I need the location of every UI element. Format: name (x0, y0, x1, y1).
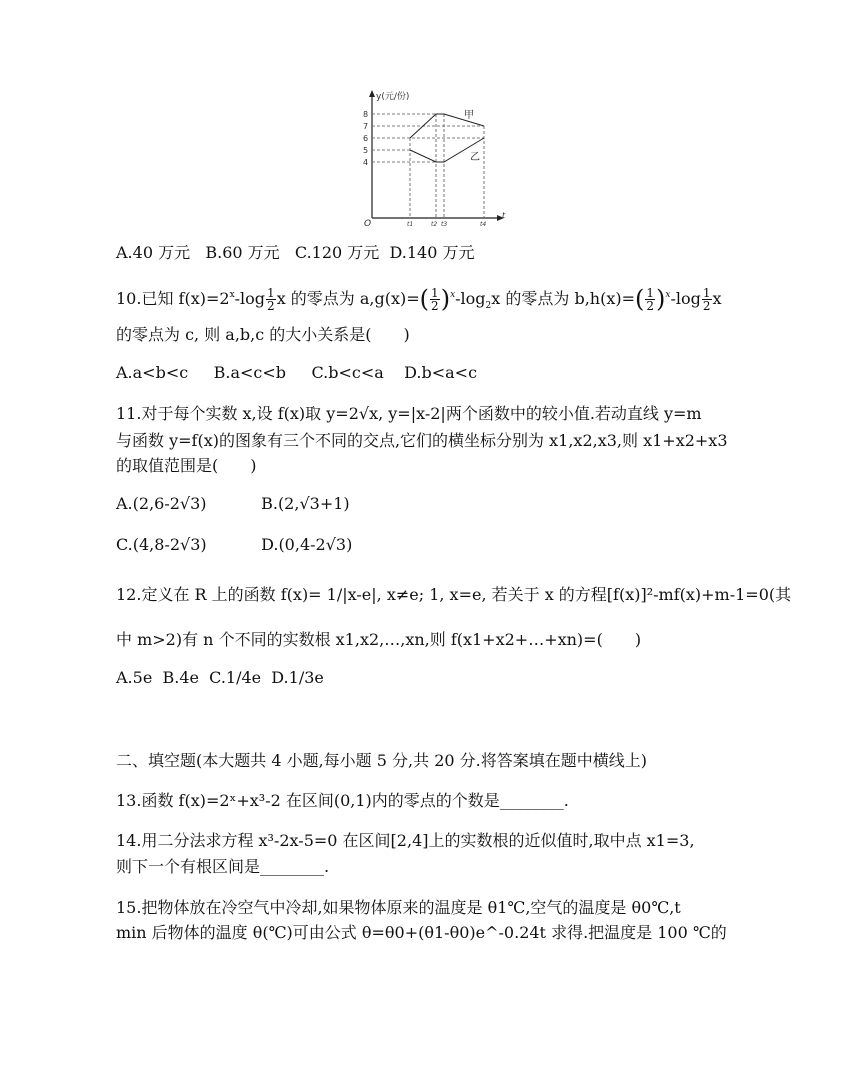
q12-option-d: D.1/3e (271, 668, 324, 687)
q15-stem-line1: 15.把物体放在冷空气中冷却,如果物体原来的温度是 θ1℃,空气的温度是 θ0℃,t (116, 898, 681, 917)
q11-option-a: A.(2,6-2√3) (116, 494, 207, 513)
q10-stem-line1: 10.已知 $f(x)=2^x-\log$ $\frac{1}{2}$ x 的零点为 a,g(x)=( $\frac{1}{2}$ )$^x-\log_2x$ 的零点为 b,h(x)=( $\frac{1}{2}$ )$^x$-log $\frac{1}{2}$ x (116, 285, 722, 313)
q11-stem-line1: 11.对于每个实数 x,设 f(x)取 y=2√x, y=|x-2|两个函数中的较小值.若动直线 y=m (116, 404, 702, 423)
x-tick-t2: t2 (431, 221, 438, 228)
x-tick-t4: t4 (480, 221, 487, 228)
series-yi-label: 乙 (470, 152, 480, 163)
q10-option-c: C.b<c<a (311, 363, 384, 382)
q11-option-d: D.(0,4-2√3) (261, 535, 353, 554)
q11-stem-line2: 与函数 y=f(x)的图象有三个不同的交点,它们的横坐标分别为 x1,x2,x3,则 x1+x2+x3 (116, 431, 728, 450)
x-end-label: t (502, 211, 506, 220)
q9-option-b: B.60 万元 (205, 243, 280, 262)
q10-option-d: D.b<a<c (404, 363, 478, 382)
q12-option-a: A.5e (116, 668, 153, 687)
price-graph-figure (352, 88, 522, 228)
q15-stem-line2: min 后物体的温度 θ(℃)可由公式 θ=θ0+(θ1-θ0)e^-0.24t 求得.把温度是 100 ℃的 (116, 923, 727, 942)
q12-options (116, 667, 324, 689)
q10-options (116, 362, 477, 384)
q10-prefix: 10.已知 f(x)=2 (116, 289, 230, 308)
q14-stem-line2: 则下一个有根区间是________. (116, 857, 330, 876)
q11-option-b: B.(2,√3+1) (261, 494, 350, 513)
q12-stem-line2: 中 m>2)有 n 个不同的实数根 x1,x2,…,xn,则 f(x1+x2+…+xn)=( ) (116, 630, 642, 649)
q14-stem-line1: 14.用二分法求方程 x³-2x-5=0 在区间[2,4]上的实数根的近似值时,取中点 x1=3, (116, 831, 695, 850)
q12-stem-line1: 12.定义在 R 上的函数 f(x)= 1/|x-e|, x≠e; 1, x=e, 若关于 x 的方程[f(x)]²-mf(x)+m-1=0(其 (116, 585, 792, 604)
q12-option-b: B.4e (162, 668, 199, 687)
q9-option-d: D.140 万元 (389, 243, 475, 262)
origin-label: O (364, 219, 372, 228)
y-tick-8: 8 (363, 110, 369, 119)
q12-option-c: C.1/4e (209, 668, 262, 687)
y-tick-7: 7 (363, 122, 369, 131)
q11-option-c: C.(4,8-2√3) (116, 535, 207, 554)
q10-option-b: B.a<c<b (213, 363, 287, 382)
y-tick-4: 4 (363, 158, 369, 167)
x-tick-t3: t3 (441, 221, 448, 228)
q9-option-a: A.40 万元 (116, 243, 191, 262)
q10-stem-line2: 的零点为 c, 则 a,b,c 的大小关系是( ) (116, 325, 410, 344)
x-tick-t1: t1 (407, 221, 414, 228)
q11-options-row2 (116, 534, 352, 556)
q11-options-row1 (116, 493, 350, 515)
section-heading: 二、填空题(本大题共 4 小题,每小题 5 分,共 20 分.将答案填在题中横线上) (116, 751, 647, 770)
q10-option-a: A.a<b<c (116, 363, 189, 382)
series-jia-label: 甲 (464, 110, 474, 121)
q11-stem-line3: 的取值范围是( ) (116, 456, 257, 475)
q13-stem: 13.函数 f(x)=2ˣ+x³-2 在区间(0,1)内的零点的个数是________. (116, 791, 569, 810)
q9-options (116, 242, 474, 264)
y-axis-label: y(元/份) (376, 92, 410, 102)
y-tick-5: 5 (363, 146, 369, 155)
q9-option-c: C.120 万元 (294, 243, 380, 262)
y-tick-6: 6 (363, 134, 369, 143)
